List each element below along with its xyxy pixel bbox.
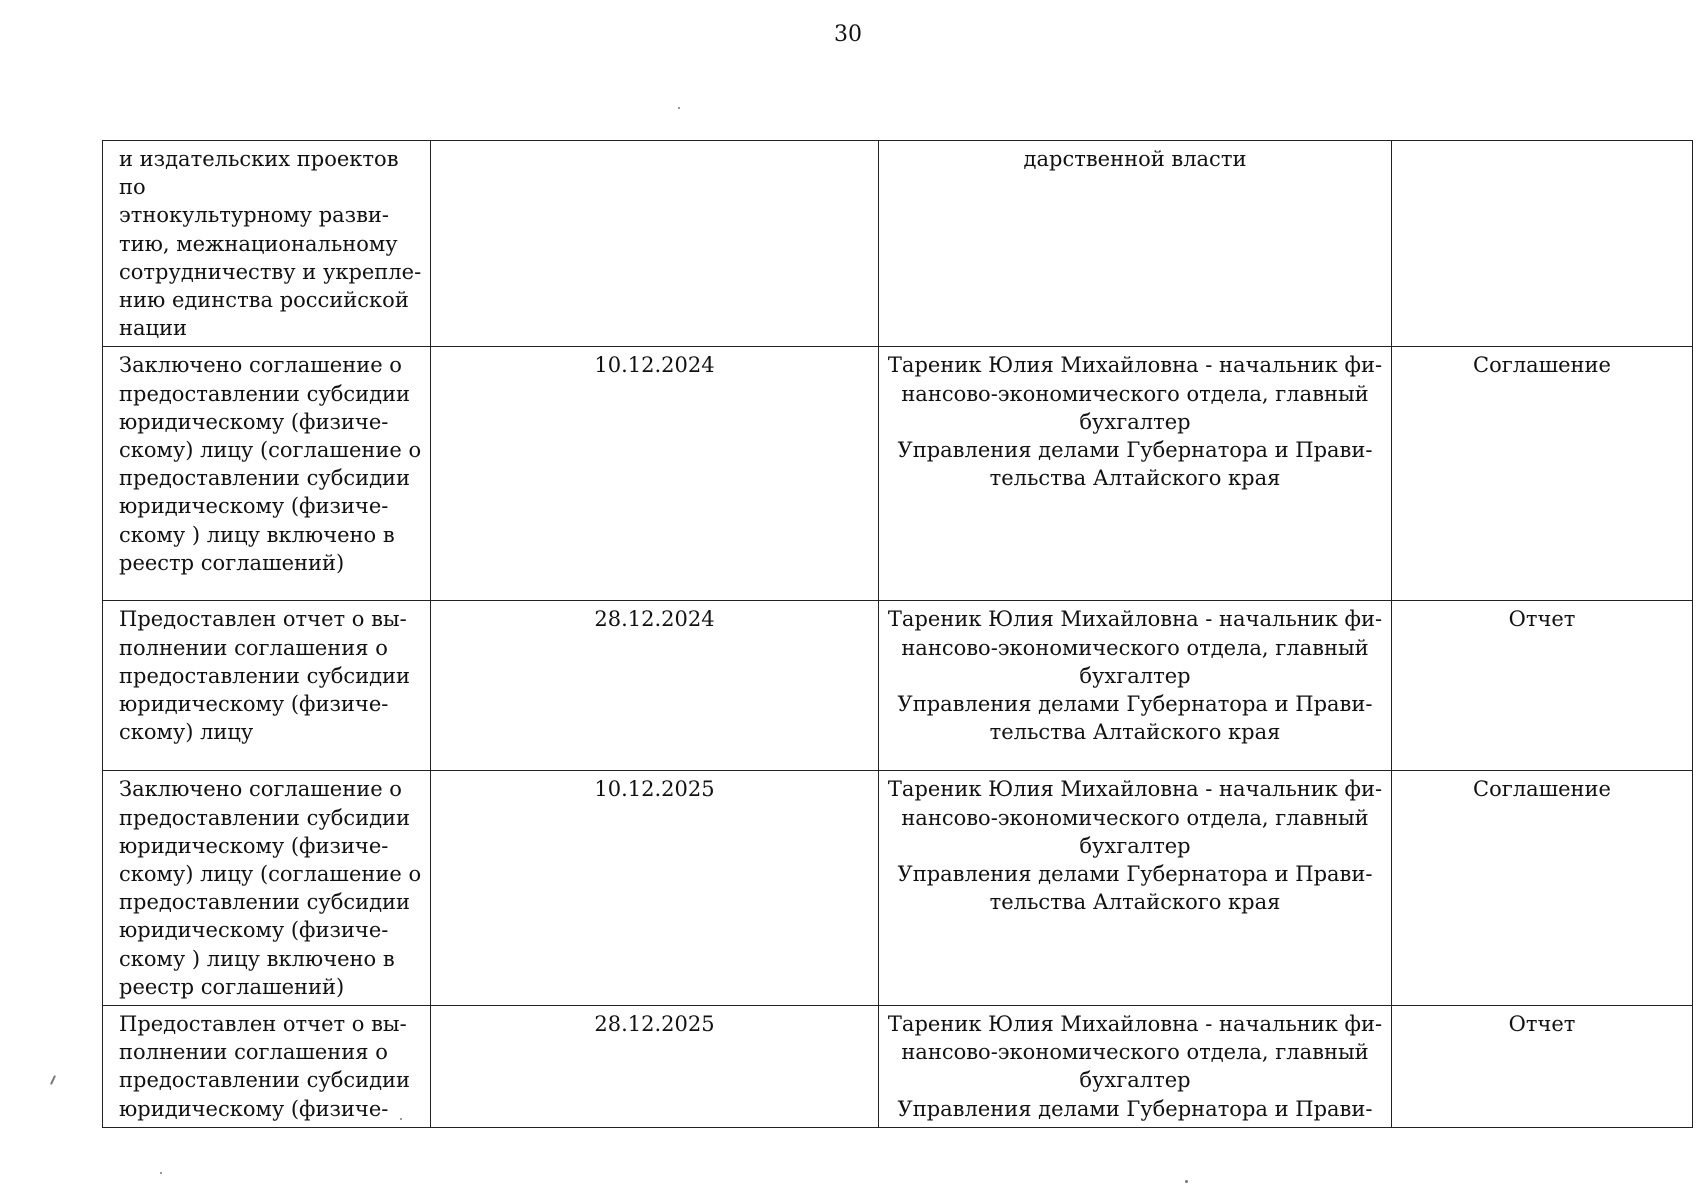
schedule-table — [102, 140, 1693, 1128]
responsible-cell: Тареник Юлия Михайловна - начальник фи- нансово-экономического отдела, главный бухгалтер Управления делами Губернатора и Прави- тельства Алтайского края — [879, 601, 1392, 771]
table-row — [103, 1006, 1693, 1128]
date-cell — [431, 141, 879, 347]
document-cell: Соглашение — [1392, 771, 1693, 1006]
scan-speck — [160, 1172, 162, 1174]
table-row — [103, 601, 1693, 771]
document-cell: Соглашение — [1392, 347, 1693, 601]
responsible-cell: Тареник Юлия Михайловна - начальник фи- нансово-экономического отдела, главный бухгалтер Управления делами Губернатора и Прави- — [879, 1006, 1392, 1128]
scan-speck — [1185, 1180, 1188, 1183]
document-cell: Отчет — [1392, 1006, 1693, 1128]
scan-speck — [50, 1075, 56, 1085]
date-cell: 28.12.2024 — [431, 601, 879, 771]
page-number: 30 — [834, 22, 862, 47]
date-cell: 10.12.2024 — [431, 347, 879, 601]
scan-speck — [678, 107, 680, 109]
table-row — [103, 347, 1693, 601]
table-row — [103, 771, 1693, 1006]
event-cell: Предоставлен отчет о вы- полнении соглашения о предоставлении субсидии юридическому (физиче- — [103, 1006, 431, 1128]
date-cell: 10.12.2025 — [431, 771, 879, 1006]
responsible-cell: Тареник Юлия Михайловна - начальник фи- нансово-экономического отдела, главный бухгалтер Управления делами Губернатора и Прави- тельства Алтайского края — [879, 771, 1392, 1006]
document-cell: Отчет — [1392, 601, 1693, 771]
event-cell: Предоставлен отчет о вы- полнении соглашения о предоставлении субсидии юридическому (физиче- скому) лицу — [103, 601, 431, 771]
event-cell: и издательских проектов по этнокультурному разви- тию, межнациональному сотрудничеству и укрепле- нию единства российской нации — [103, 141, 431, 347]
document-cell — [1392, 141, 1693, 347]
table-row — [103, 141, 1693, 347]
event-cell: Заключено соглашение о предоставлении субсидии юридическому (физиче- скому) лицу (соглашение о предоставлении субсидии юридическому (физиче- скому ) лицу включено в реестр соглашений) — [103, 771, 431, 1006]
responsible-cell: Тареник Юлия Михайловна - начальник фи- нансово-экономического отдела, главный бухгалтер Управления делами Губернатора и Прави- тельства Алтайского края — [879, 347, 1392, 601]
date-cell: 28.12.2025 — [431, 1006, 879, 1128]
scan-speck — [400, 1118, 402, 1120]
event-cell: Заключено соглашение о предоставлении субсидии юридическому (физиче- скому) лицу (соглашение о предоставлении субсидии юридическому (физиче- скому ) лицу включено в реестр соглашений) — [103, 347, 431, 601]
responsible-cell: дарственной власти — [879, 141, 1392, 347]
